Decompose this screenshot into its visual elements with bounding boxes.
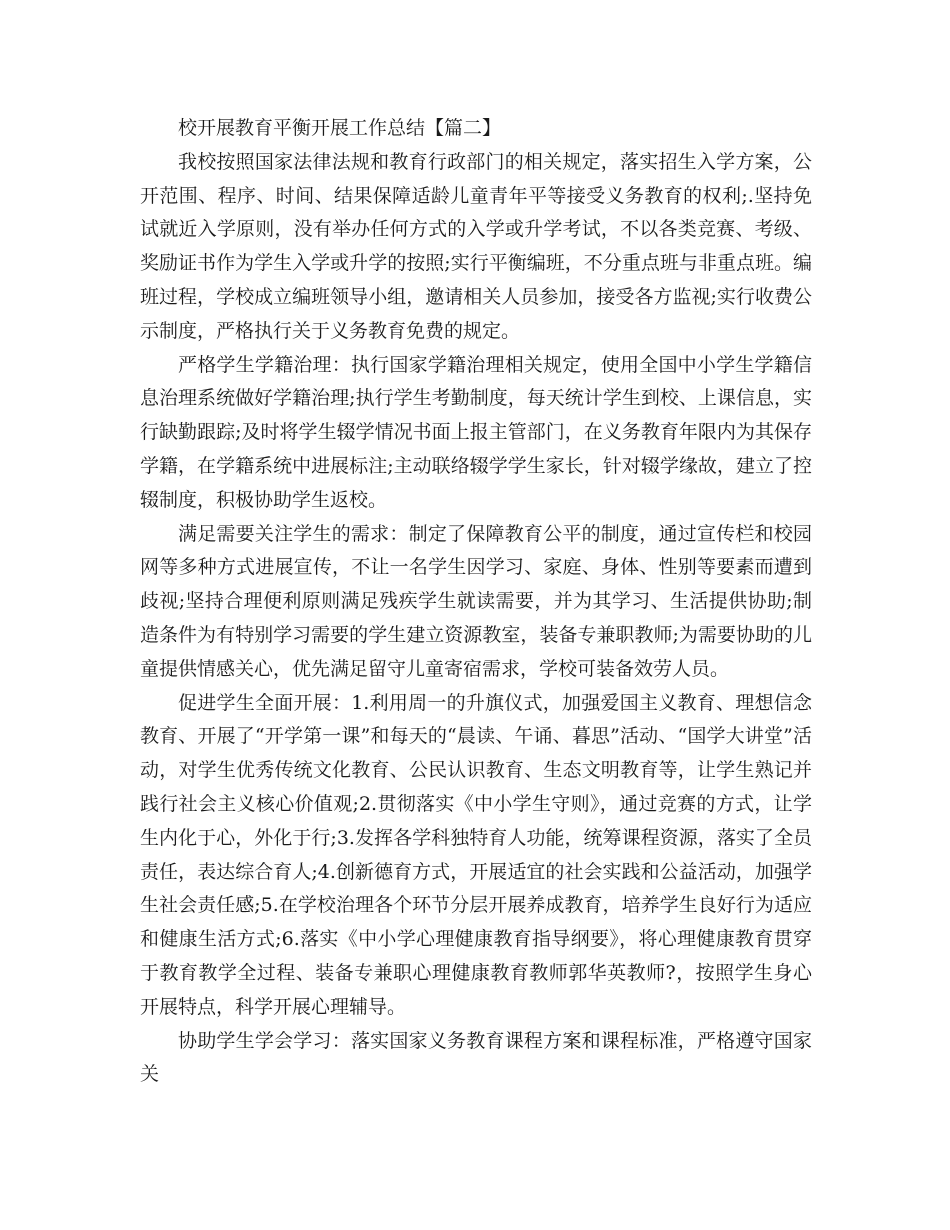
paragraph-enrollment: 我校按照国家法律法规和教育行政部门的相关规定，落实招生入学方案，公开范围、程序、时间、结果保障适龄儿童青年平等接受义务教育的权利;.坚持免试就近入学原则，没有举办任何方式的入学或升学考试，不以各类竞赛、考级、奖励证书作为学生入学或升学的按照;实行平衡编班，不分重点班与非重点班。编班过程，学校成立编班领导小组，邀请相关人员参加，接受各方监视;实行收费公示制度，严格执行关于义务教育免费的规定。 [140,150,812,342]
document-page [140,112,812,1092]
document-title: 校开展教育平衡开展工作总结【篇二】 [178,117,502,139]
paragraph-student-records: 严格学生学籍治理：执行国家学籍治理相关规定，使用全国中小学生学籍信息治理系统做好学籍治理;执行学生考勤制度，每天统计学生到校、上课信息，实行缺勤跟踪;及时将学生辍学情况书面上报主管部门，在义务教育年限内为其保存学籍，在学籍系统中进展标注;主动联络辍学学生家长，针对辍学缘故，建立了控辍制度，积极协助学生返校。 [140,353,812,511]
paragraph-all-round-development: 促进学生全面开展：1.利用周一的升旗仪式，加强爱国主义教育、理想信念教育、开展了“开学第一课”和每天的“晨读、午诵、暮思”活动、“国学大讲堂”活动，对学生优秀传统文化教育、公民认识教育、生态文明教育等，让学生熟记并践行社会主义核心价值观;2.贯彻落实《中小学生守则》，通过竞赛的方式，让学生内化于心，外化于行;3.发挥各学科独特育人功能，统筹课程资源，落实了全员责任，表达综合育人;4.创新德育方式，开展适宜的社会实践和公益活动，加强学生社会责任感;5.在学校治理各个环节分层开展养成教育，培养学生良好行为适应和健康生活方式;6.落实《中小学心理健康教育指导纲要》，将心理健康教育贯穿于教育教学全过程、装备专兼职心理健康教育教师郭华英教师?，按照学生身心开展特点，科学开展心理辅导。 [140,691,812,1018]
paragraph-learning-support: 协助学生学会学习：落实国家义务教育课程方案和课程标准，严格遵守国家关 [140,1029,812,1086]
paragraph-special-needs: 满足需要关注学生的需求：制定了保障教育公平的制度，通过宣传栏和校园网等多种方式进展宣传，不让一名学生因学习、家庭、身体、性别等要素而遭到歧视;坚持合理便利原则满足残疾学生就读需要，并为其学习、生活提供协助;制造条件为有特别学习需要的学生建立资源教室，装备专兼职教师;为需要协助的儿童提供情感关心，优先满足留守儿童寄宿需求，学校可装备效劳人员。 [140,522,812,680]
